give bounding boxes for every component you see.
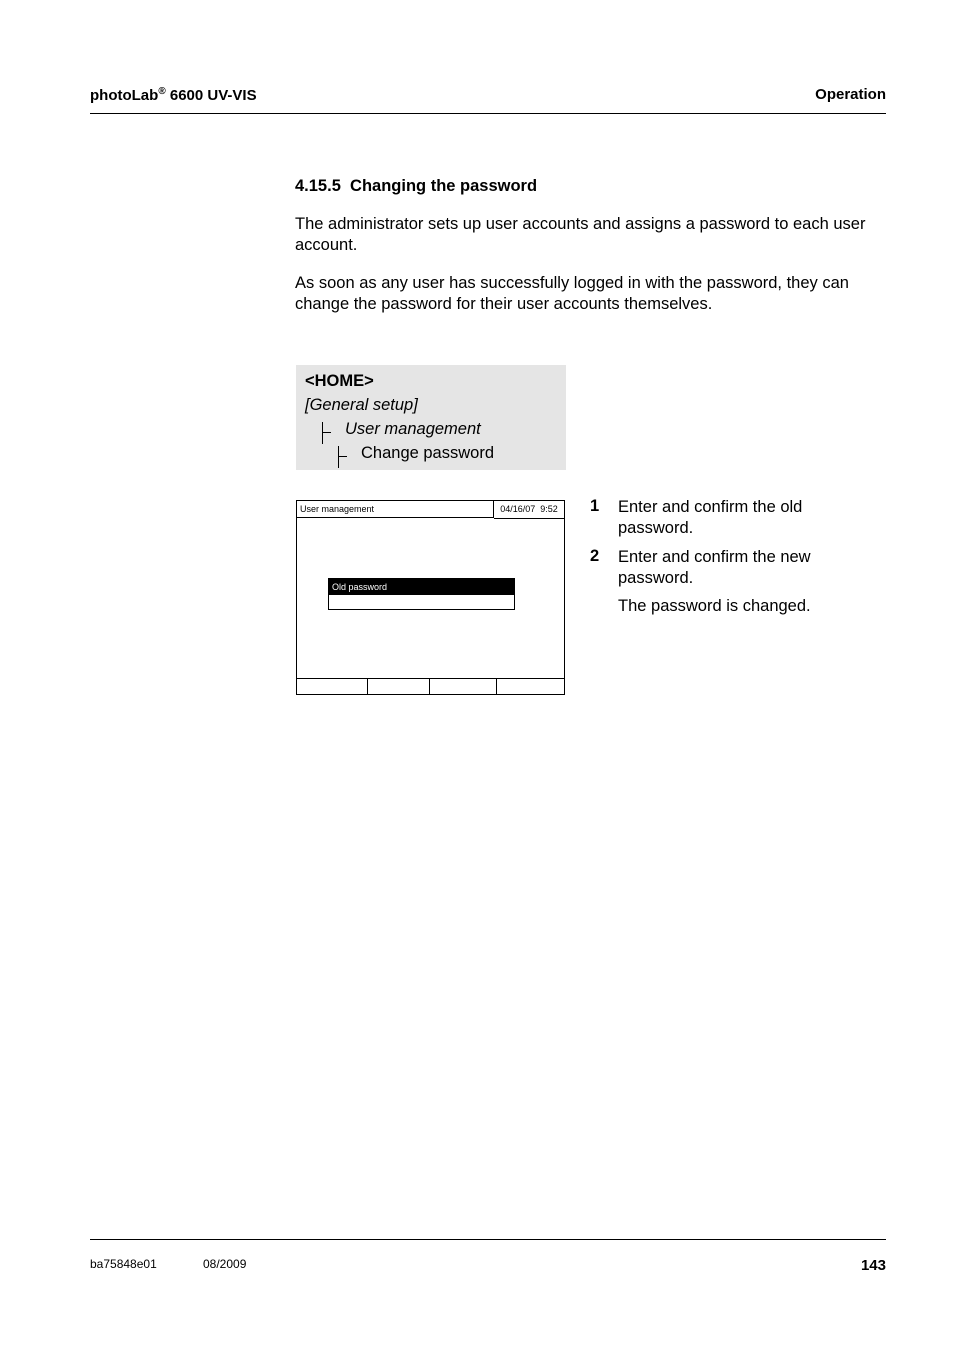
old-password-label: Old password xyxy=(329,579,514,595)
header-product xyxy=(90,86,257,104)
old-password-field[interactable] xyxy=(328,578,515,610)
softkey-4[interactable] xyxy=(497,679,564,694)
softkey-1[interactable] xyxy=(297,679,368,694)
step-text: Enter and confirm the new password. xyxy=(618,548,811,587)
section-title: 4.15.5 Changing the password xyxy=(295,177,538,195)
nav-home: <HOME> xyxy=(305,372,374,390)
screen-datetime: 04/16/07 9:52 xyxy=(494,501,564,519)
screen-title: User management xyxy=(297,501,494,518)
softkey-3[interactable] xyxy=(430,679,497,694)
nav-path-box xyxy=(296,365,566,470)
footer-doc-id: ba75848e01 xyxy=(90,1257,157,1271)
product-model: 6600 UV-VIS xyxy=(165,87,257,104)
footer-rule xyxy=(90,1239,886,1240)
header-rule xyxy=(90,113,886,114)
login-paragraph: As soon as any user has successfully logged in with the password, they can change the password for their user accounts themselves. xyxy=(295,274,849,313)
registered-mark: ® xyxy=(158,86,166,97)
softkey-2[interactable] xyxy=(368,679,430,694)
step-number: 1 xyxy=(590,497,600,515)
nav-change-password: Change password xyxy=(361,444,494,462)
nav-user-management: User management xyxy=(345,420,481,438)
tree-branch-icon xyxy=(338,446,348,468)
device-screen xyxy=(296,500,565,695)
product-name: photoLab xyxy=(90,87,159,104)
tree-branch-icon xyxy=(322,422,332,444)
footer-date: 08/2009 xyxy=(203,1257,247,1271)
header-chapter: Operation xyxy=(815,86,886,103)
step-number: 2 xyxy=(590,547,600,565)
softkey-bar xyxy=(297,678,564,694)
intro-paragraph: The administrator sets up user accounts and assigns a password to each user account. xyxy=(295,215,866,254)
step-text: Enter and confirm the old password. xyxy=(618,498,803,537)
nav-general-setup: [General setup] xyxy=(305,396,418,414)
step-result: The password is changed. xyxy=(618,597,811,615)
page-number: 143 xyxy=(860,1257,886,1274)
